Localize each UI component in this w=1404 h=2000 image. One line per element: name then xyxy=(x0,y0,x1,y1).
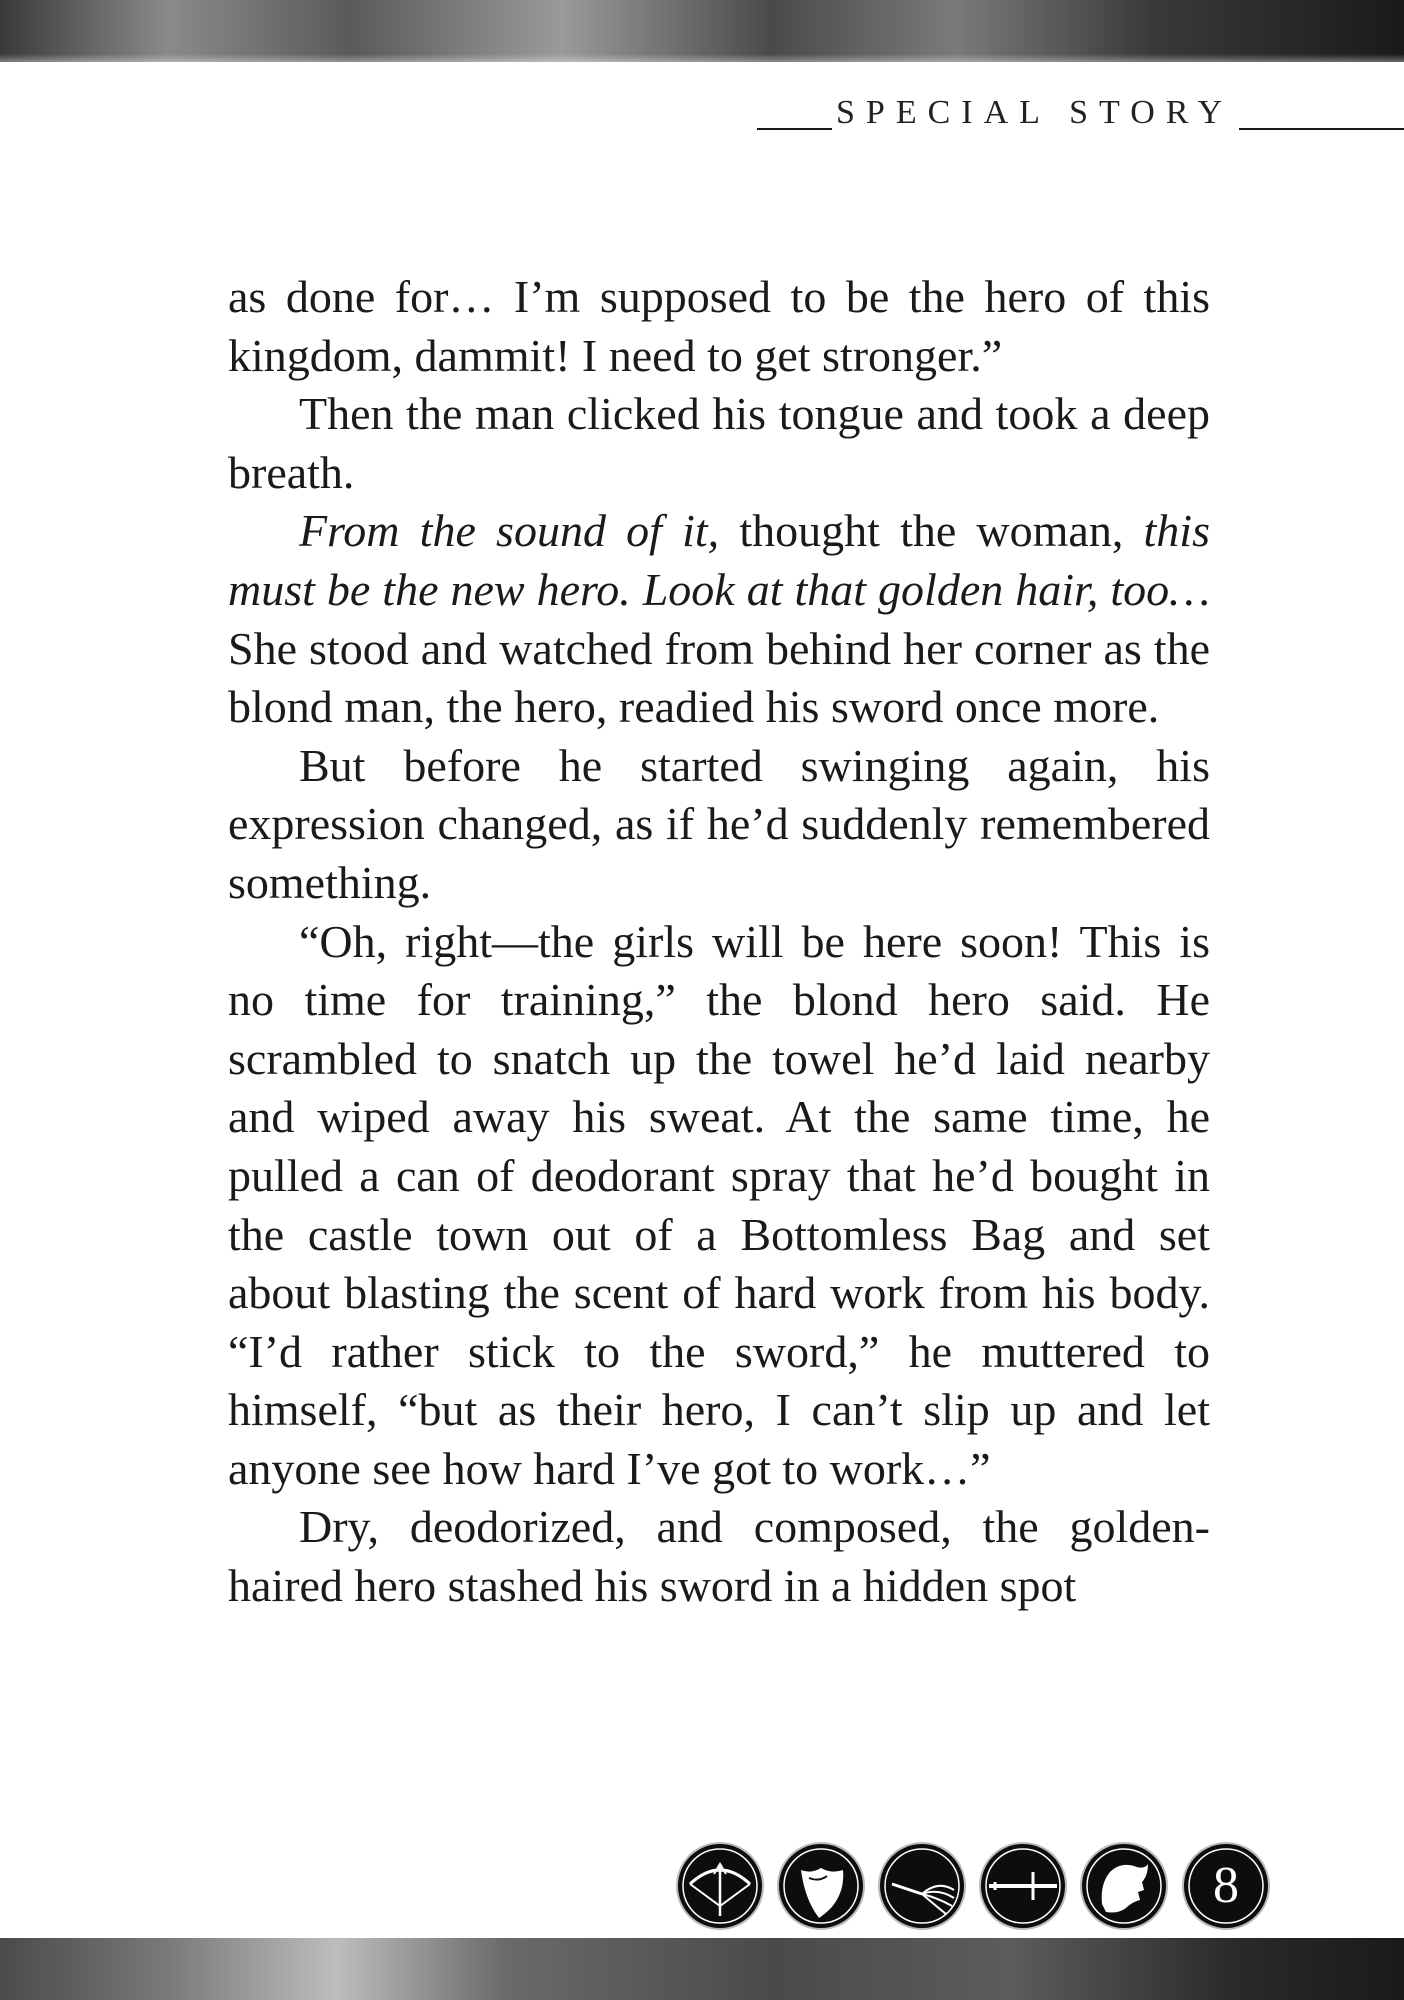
page-number: 8 xyxy=(1213,1857,1239,1914)
whisk-icon xyxy=(880,1844,964,1928)
profile-icon xyxy=(1082,1844,1166,1928)
paragraph-1: as done for… I’m supposed to be the hero of this kingdom, dammit! I need to get stronger.” xyxy=(228,271,1210,381)
italic-thought-1: From the sound of it, xyxy=(299,505,720,557)
paragraph-4: But before he started swinging again, his expression changed, as if he’d suddenly remembered something. xyxy=(228,739,1210,908)
paragraph-2: Then the man clicked his tongue and took a deep breath. xyxy=(228,388,1210,498)
paragraph-3 xyxy=(228,502,1210,736)
story-text xyxy=(228,268,1210,1616)
italic-thought-2: this must be the new hero. Look at that golden hair, too… xyxy=(228,505,1210,615)
shield-icon xyxy=(779,1844,863,1928)
narration-2: She stood and watched from behind her corner as the blond man, the hero, readied his sword once more. xyxy=(228,622,1210,733)
top-decorative-band xyxy=(0,0,1404,62)
sword-icon xyxy=(981,1844,1065,1928)
narration-1: thought the woman, xyxy=(719,505,1144,557)
paragraph-5: “Oh, right—the girls will be here soon! This is no time for training,” the blond hero said. He scrambled to snatch up the towel he’d laid nearby and wiped away his sweat. At the same time, he pulled a can of deodorant spray that he’d bought in the castle town out of a Bottomless Bag and set about blasting the scent of hard work from his body. “I’d rather stick to the sword,” he muttered to himself, “but as their hero, I can’t slip up and let anyone see how hard I’ve got to work…” xyxy=(228,915,1210,1494)
paragraph-6: Dry, deodorized, and composed, the golden-haired hero stashed his sword in a hidden spot xyxy=(228,1501,1210,1612)
running-header: SPECIAL STORY xyxy=(832,96,1239,130)
chapter-icon-row xyxy=(678,1844,1268,1928)
bow-icon xyxy=(678,1844,762,1928)
page-number-badge xyxy=(1184,1844,1268,1928)
bottom-decorative-band xyxy=(0,1938,1404,2000)
